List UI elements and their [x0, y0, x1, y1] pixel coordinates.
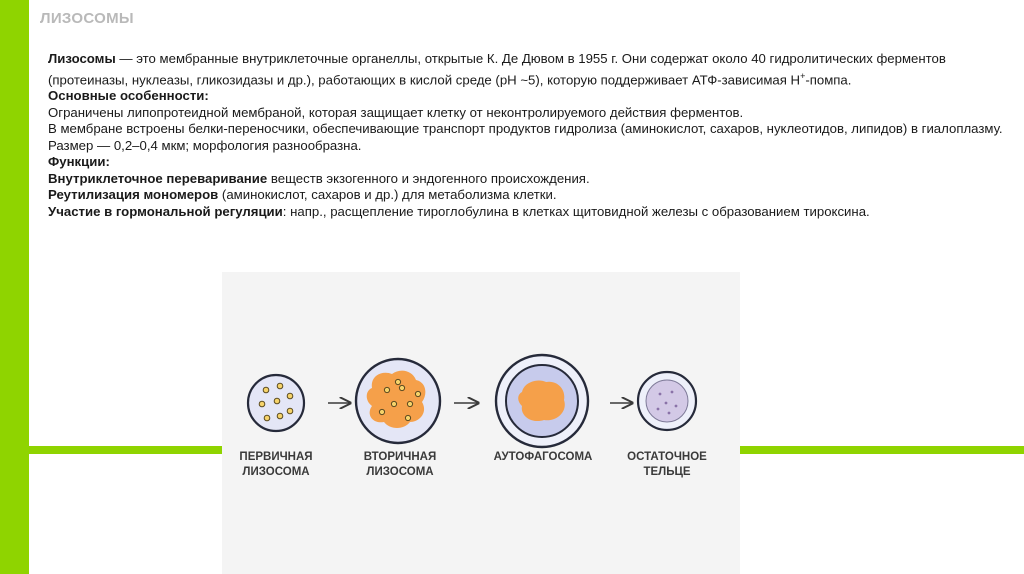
feature-1: Ограничены липопротеидной мембраной, которая защищает клетку от неконтролируемого действия ферментов. — [48, 104, 744, 120]
autophagosome-icon — [496, 355, 588, 447]
stage-1-label-line2: ЛИЗОСОМА — [242, 466, 310, 478]
feature-3: Размер — 0,2–0,4 мкм; морфология разнообразна. — [48, 137, 362, 153]
stage-1-label-line1: ПЕРВИЧНАЯ — [239, 451, 313, 463]
function-2: Реутилизация мономеров (аминокислот, сахаров и др.) для метаболизма клетки. — [48, 187, 557, 203]
functions-heading: Функции: — [48, 154, 110, 170]
intro-term: Лизосомы — [48, 51, 116, 66]
diagram-svg — [222, 272, 740, 574]
stage-4-label-line1: ОСТАТОЧНОЕ — [627, 451, 707, 463]
intro-sup: + — [800, 70, 806, 81]
function-3: Участие в гормональной регуляции: напр., расщепление тироглобулина в клетках щитовидной железы с образованием тироксина. — [48, 203, 870, 219]
intro-body: — это мембранные внутриклеточные органеллы, открытые К. Де Дювом в 1955 г. Они содержат около 40 гидролитических ферментов (протеиназы, нуклеазы, гликозидазы и др.), работающих в кислой среде (pH ~5), которую поддерживает АТФ-зависимая Н — [48, 51, 946, 87]
intro-paragraph — [48, 51, 1008, 88]
lysosome-stages-diagram — [222, 272, 740, 574]
stage-4-label-line2: ТЕЛЬЦЕ — [643, 466, 691, 478]
slide-text — [48, 51, 1008, 220]
function-1: Внутриклеточное переваривание веществ экзогенного и эндогенного происхождения. — [48, 170, 590, 186]
features-heading: Основные особенности: — [48, 88, 209, 104]
left-accent-bar — [0, 0, 29, 574]
primary-lysosome-icon — [248, 375, 304, 431]
stage-2-label-line2: ЛИЗОСОМА — [366, 466, 434, 478]
residual-body-icon — [638, 372, 696, 430]
intro-tail: -помпа. — [805, 71, 852, 87]
slide-title: ЛИЗОСОМЫ — [40, 10, 134, 27]
stage-3-label-line1: АУТОФАГОСОМА — [493, 451, 593, 463]
feature-2: В мембране встроены белки-переносчики, обеспечивающие транспорт продуктов гидролиза (аминокислот, сахаров, нуклеотидов, липидов) в гиалоплазму. — [48, 121, 1003, 137]
secondary-lysosome-icon — [356, 359, 440, 443]
stage-2-label-line1: ВТОРИЧНАЯ — [363, 451, 437, 463]
